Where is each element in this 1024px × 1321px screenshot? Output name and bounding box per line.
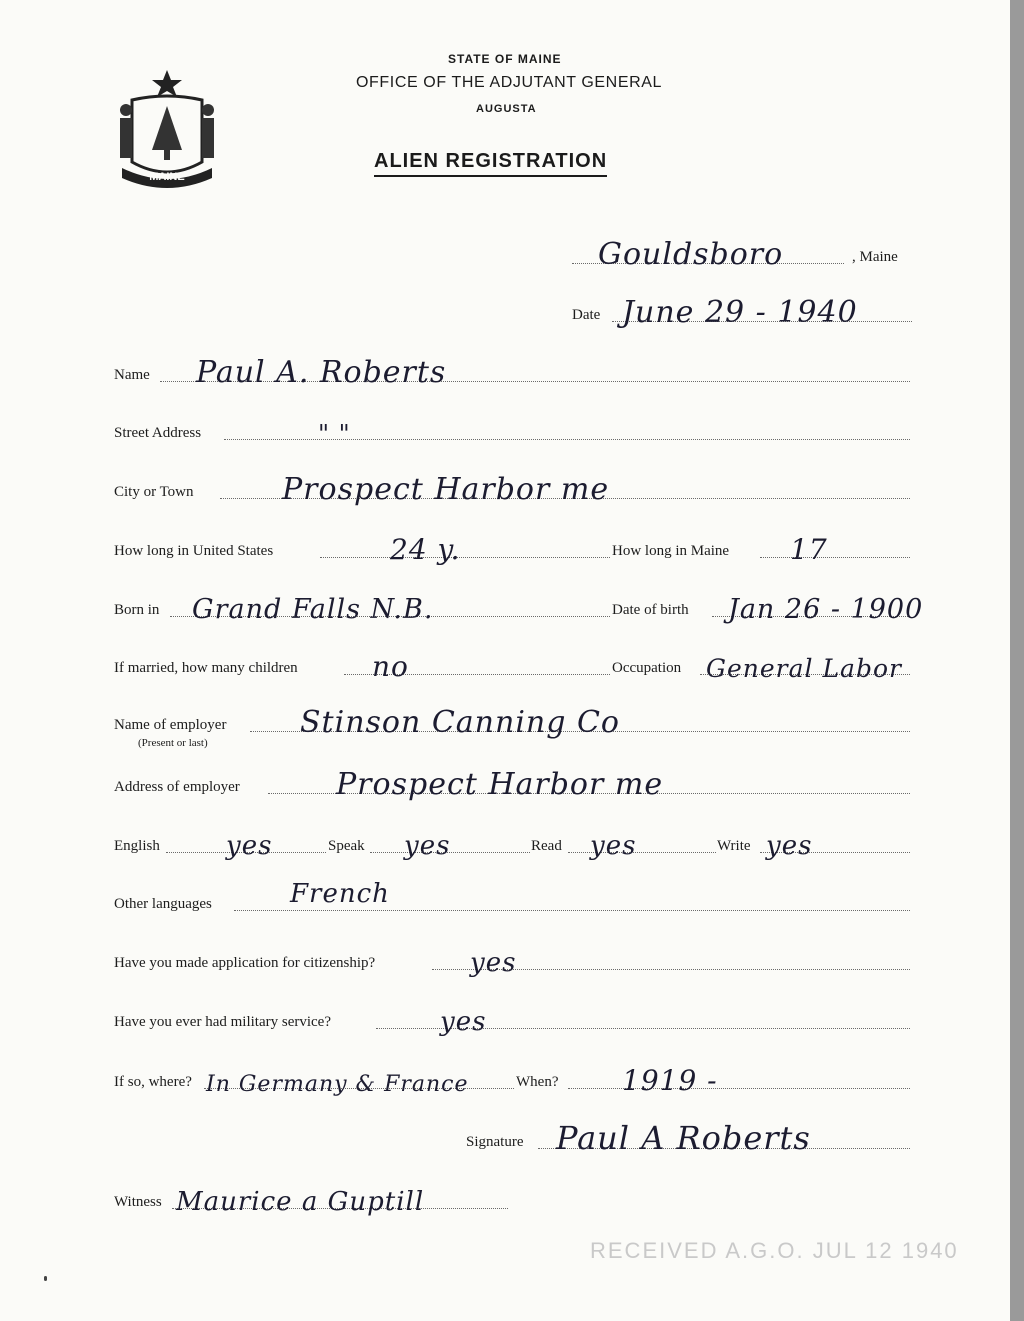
- speak-value: yes: [404, 831, 451, 861]
- languages-row: [0, 879, 1010, 917]
- birth-row: [0, 593, 1010, 623]
- military-row: [0, 1005, 1010, 1035]
- employer-address-value: Prospect Harbor me: [336, 767, 664, 802]
- town-row: [0, 237, 1010, 272]
- occupation-value: General Labor: [706, 654, 902, 683]
- languages-value: French: [290, 879, 390, 909]
- name-value: Paul A. Roberts: [196, 355, 447, 390]
- witness-value: Maurice a Guptill: [176, 1187, 425, 1217]
- name-label: Name: [114, 367, 150, 383]
- languages-label: Other languages: [114, 896, 212, 912]
- write-label: Write: [717, 838, 751, 854]
- scan-edge: [1010, 0, 1024, 1321]
- city-heading: AUGUSTA: [476, 103, 537, 115]
- where-value: In Germany & France: [206, 1072, 469, 1097]
- form-title: ALIEN REGISTRATION: [374, 150, 607, 177]
- employer-row: [0, 705, 1010, 749]
- maine-time-label: How long in Maine: [612, 543, 730, 559]
- street-value: " ": [318, 420, 351, 448]
- maine-time-value: 17: [790, 533, 828, 566]
- children-value: no: [372, 650, 409, 683]
- citizenship-label: Have you made application for citizenship?: [114, 955, 376, 971]
- service-row: [0, 1065, 1010, 1095]
- signature-value: Paul A Roberts: [556, 1119, 811, 1157]
- street-row: [0, 416, 1010, 446]
- name-row: [0, 355, 1010, 390]
- military-value: yes: [440, 1007, 487, 1037]
- speak-label: Speak: [328, 838, 365, 854]
- date-label: Date: [572, 307, 601, 323]
- town-value: Gouldsboro: [598, 237, 784, 272]
- citizenship-value: yes: [470, 948, 517, 978]
- children-label: If married, how many children: [114, 660, 298, 676]
- office-heading: OFFICE OF THE ADJUTANT GENERAL: [356, 74, 663, 91]
- when-value: 1919 -: [622, 1064, 718, 1097]
- english-row: [0, 829, 1010, 859]
- maine-seal-icon: [112, 66, 222, 190]
- witness-row: [0, 1185, 1010, 1215]
- occupation-label: Occupation: [612, 660, 682, 676]
- family-row: [0, 651, 1010, 681]
- employer-address-row: [0, 767, 1010, 802]
- read-value: yes: [590, 831, 637, 861]
- us-time-label: How long in United States: [114, 543, 274, 559]
- signature-label: Signature: [466, 1134, 524, 1150]
- where-label: If so, where?: [114, 1074, 192, 1090]
- military-label: Have you ever had military service?: [114, 1014, 331, 1030]
- street-label: Street Address: [114, 425, 202, 441]
- received-stamp: RECEIVED A.G.O. JUL 12 1940: [590, 1238, 959, 1263]
- signature-row: [0, 1119, 1010, 1157]
- state-suffix: , Maine: [852, 249, 898, 265]
- citizenship-row: [0, 946, 1010, 976]
- seal-lettering: MAINE: [149, 171, 185, 183]
- city-value: Prospect Harbor me: [282, 472, 610, 507]
- english-value: yes: [226, 831, 273, 861]
- us-time-value: 24 y.: [390, 533, 461, 566]
- date-value: June 29 - 1940: [622, 295, 858, 330]
- employer-label: Name of employer: [114, 717, 227, 733]
- witness-label: Witness: [114, 1194, 162, 1210]
- employer-sublabel: (Present or last): [138, 737, 208, 749]
- employer-value: Stinson Canning Co: [300, 705, 620, 740]
- date-row: [0, 295, 1010, 330]
- employer-address-label: Address of employer: [114, 779, 240, 795]
- city-row: [0, 472, 1010, 507]
- read-label: Read: [531, 838, 562, 854]
- city-label: City or Town: [114, 484, 194, 500]
- birth-date-value: Jan 26 - 1900: [728, 594, 924, 625]
- scan-speck: [44, 1276, 47, 1281]
- born-in-label: Born in: [114, 602, 160, 618]
- english-label: English: [114, 838, 160, 854]
- state-heading: STATE OF MAINE: [448, 52, 562, 66]
- residence-row: [0, 534, 1010, 564]
- born-in-value: Grand Falls N.B.: [192, 594, 434, 625]
- when-label: When?: [516, 1074, 559, 1090]
- write-value: yes: [766, 831, 813, 861]
- birth-date-label: Date of birth: [612, 602, 689, 618]
